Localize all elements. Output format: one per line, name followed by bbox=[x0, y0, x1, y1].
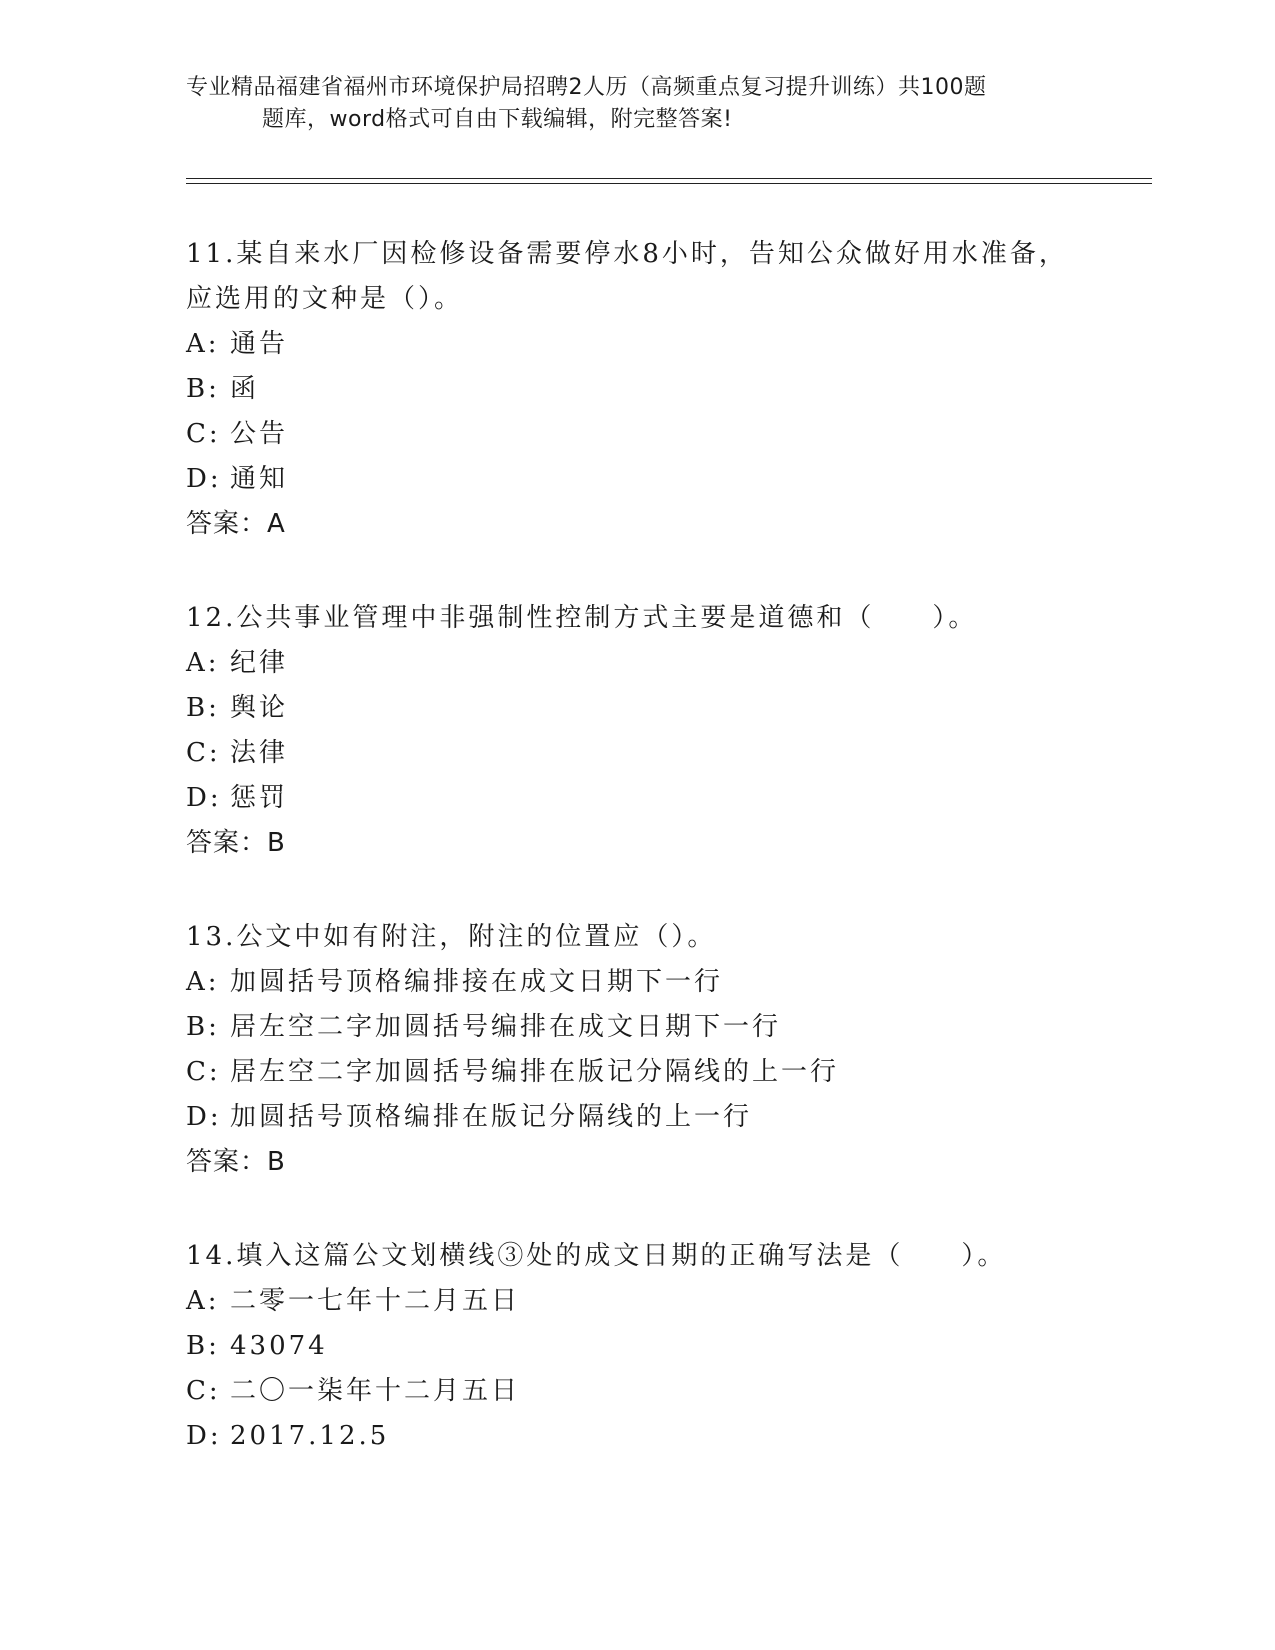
option-text: 居左空二字加圆括号编排在版记分隔线的上一行 bbox=[230, 1057, 840, 1087]
option-letter: D: bbox=[186, 464, 222, 494]
document-header bbox=[186, 72, 1086, 136]
option-letter: B: bbox=[186, 693, 220, 723]
question-stem-line: 14.填入这篇公文划横线③处的成文日期的正确写法是（ ）。 bbox=[186, 1241, 1007, 1271]
option-text: 惩罚 bbox=[230, 783, 289, 813]
option-letter: D: bbox=[186, 1102, 222, 1132]
option-text: 函 bbox=[230, 374, 260, 404]
question-11 bbox=[186, 232, 1136, 547]
option-letter: B: bbox=[186, 1012, 220, 1042]
answer-line: 答案：A bbox=[186, 509, 286, 539]
option-letter: A: bbox=[186, 648, 220, 678]
option-letter: C: bbox=[186, 1376, 221, 1406]
option-b bbox=[186, 1324, 1136, 1369]
option-a bbox=[186, 322, 1136, 367]
question-13 bbox=[186, 915, 1136, 1185]
header-divider-top bbox=[186, 178, 1152, 179]
option-letter: D: bbox=[186, 1421, 222, 1451]
option-text: 通知 bbox=[230, 464, 289, 494]
option-letter: B: bbox=[186, 374, 220, 404]
option-c bbox=[186, 1050, 1136, 1095]
question-14 bbox=[186, 1234, 1136, 1459]
option-letter: C: bbox=[186, 1057, 221, 1087]
option-text: 二〇一柒年十二月五日 bbox=[230, 1376, 521, 1406]
header-title-line-1: 专业精品福建省福州市环境保护局招聘2人历（高频重点复习提升训练）共100题 bbox=[186, 75, 987, 100]
option-text: 二零一七年十二月五日 bbox=[230, 1286, 521, 1316]
option-a bbox=[186, 641, 1136, 686]
option-letter: C: bbox=[186, 419, 221, 449]
question-stem-line: 应选用的文种是（）。 bbox=[186, 284, 464, 314]
option-text: 纪律 bbox=[230, 648, 289, 678]
option-letter: A: bbox=[186, 967, 220, 997]
option-text: 加圆括号顶格编排接在成文日期下一行 bbox=[230, 967, 724, 997]
option-letter: C: bbox=[186, 738, 221, 768]
option-b bbox=[186, 686, 1136, 731]
option-c bbox=[186, 731, 1136, 776]
question-stem-line: 12.公共事业管理中非强制性控制方式主要是道德和（ ）。 bbox=[186, 603, 978, 633]
option-d bbox=[186, 1095, 1136, 1140]
option-d bbox=[186, 776, 1136, 821]
option-a bbox=[186, 1279, 1136, 1324]
option-letter: B: bbox=[186, 1331, 220, 1361]
option-text: 2017.12.5 bbox=[230, 1421, 390, 1451]
option-letter: A: bbox=[186, 1286, 220, 1316]
option-b bbox=[186, 1005, 1136, 1050]
answer-line: 答案：B bbox=[186, 828, 286, 858]
option-a bbox=[186, 960, 1136, 1005]
question-stem-line: 13.公文中如有附注，附注的位置应（）。 bbox=[186, 922, 717, 952]
option-d bbox=[186, 457, 1136, 502]
option-text: 居左空二字加圆括号编排在成文日期下一行 bbox=[230, 1012, 782, 1042]
option-letter: D: bbox=[186, 783, 222, 813]
option-c bbox=[186, 1369, 1136, 1414]
option-text: 法律 bbox=[230, 738, 289, 768]
option-text: 通告 bbox=[230, 329, 289, 359]
option-text: 加圆括号顶格编排在版记分隔线的上一行 bbox=[230, 1102, 753, 1132]
option-text: 舆论 bbox=[230, 693, 289, 723]
option-letter: A: bbox=[186, 329, 220, 359]
question-stem-line: 11.某自来水厂因检修设备需要停水8小时，告知公众做好用水准备， bbox=[186, 239, 1068, 269]
answer-line: 答案：B bbox=[186, 1147, 286, 1177]
header-divider-bottom bbox=[186, 183, 1152, 184]
option-c bbox=[186, 412, 1136, 457]
header-title-line-2: 题库，word格式可自由下载编辑，附完整答案! bbox=[262, 107, 733, 132]
option-d bbox=[186, 1414, 1136, 1459]
option-text: 公告 bbox=[230, 419, 289, 449]
question-12 bbox=[186, 596, 1136, 866]
option-b bbox=[186, 367, 1136, 412]
option-text: 43074 bbox=[230, 1331, 328, 1361]
